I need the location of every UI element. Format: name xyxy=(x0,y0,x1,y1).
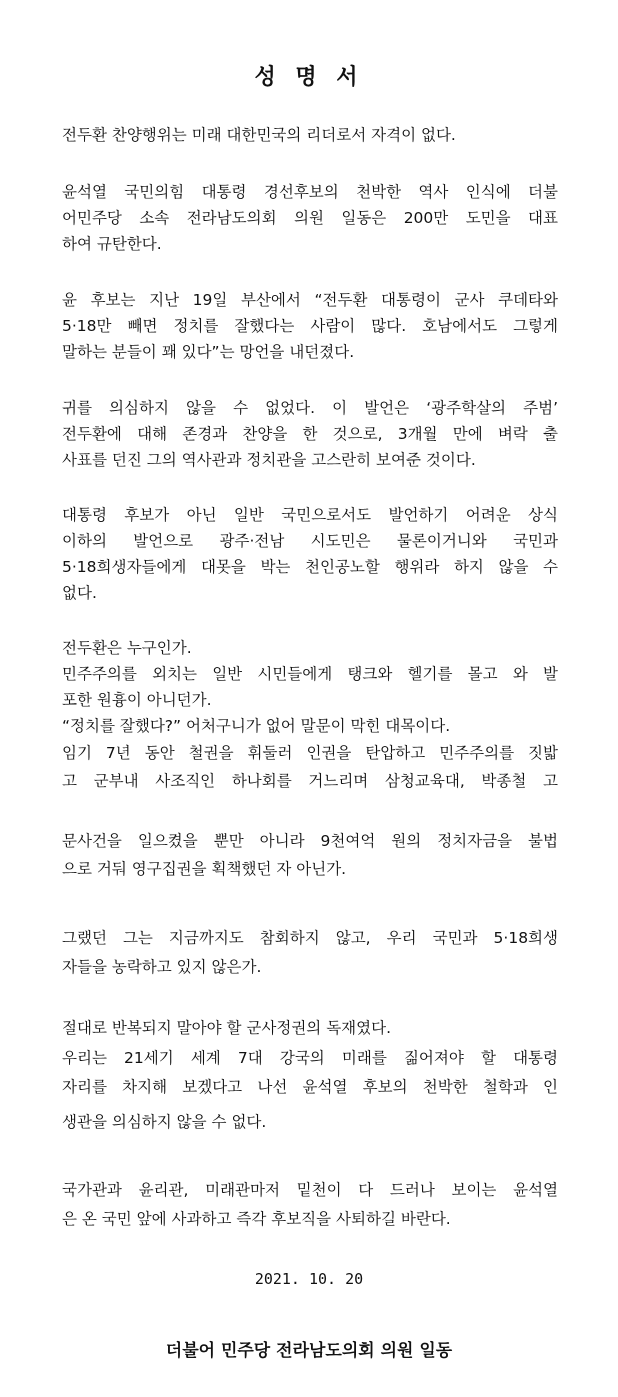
body-line: 우리는 21세기 세계 7대 강국의 미래를 짊어져야 할 대통령 xyxy=(62,1049,558,1067)
body-line: 으로 거둬 영구집권을 획책했던 자 아닌가. xyxy=(62,860,347,878)
body-line: 하여 규탄한다. xyxy=(62,235,162,253)
body-line: 사표를 던진 그의 역사관과 정치관을 고스란히 보여준 것이다. xyxy=(62,451,476,469)
body-line: 5·18희생자들에게 대못을 박는 천인공노할 행위라 하지 않을 수 xyxy=(62,558,558,576)
body-line: 없다. xyxy=(62,584,97,602)
body-line: 윤석열 국민의힘 대통령 경선후보의 천박한 역사 인식에 더불 xyxy=(62,183,558,201)
body-line: 국가관과 윤리관, 미래관마저 밑천이 다 드러나 보이는 윤석열 xyxy=(62,1181,558,1199)
body-line: 전두환은 누구인가. xyxy=(62,639,192,657)
body-line: 그랬던 그는 지금까지도 참회하지 않고, 우리 국민과 5·18희생 xyxy=(62,929,558,947)
body-line: 전두환에 대해 존경과 찬양을 한 것으로, 3개월 만에 벼락 출 xyxy=(62,425,558,443)
body-line: 생관을 의심하지 않을 수 없다. xyxy=(62,1113,267,1131)
body-line: 전두환 찬양행위는 미래 대한민국의 리더로서 자격이 없다. xyxy=(62,126,456,144)
body-line: 고 군부내 사조직인 하나회를 거느리며 삼청교육대, 박종철 고 xyxy=(62,772,558,790)
document-title: 성 명 서 xyxy=(254,65,364,90)
body-line: 민주주의를 외치는 일반 시민들에게 탱크와 헬기를 몰고 와 발 xyxy=(62,665,558,683)
body-line: 자리를 차지해 보겠다고 나선 윤석열 후보의 천박한 철학과 인 xyxy=(62,1078,558,1096)
body-line: 임기 7년 동안 철권을 휘둘러 인권을 탄압하고 민주주의를 짓밟 xyxy=(62,744,558,762)
body-line: 자들을 농락하고 있지 않은가. xyxy=(62,958,262,976)
body-line: 윤 후보는 지난 19일 부산에서 “전두환 대통령이 군사 쿠데타와 xyxy=(62,291,558,309)
document-date: 2021. 10. 20 xyxy=(254,1270,364,1288)
body-line: 이하의 발언으로 광주·전남 시도민은 물론이거니와 국민과 xyxy=(62,532,558,550)
body-line: 5·18만 빼면 정치를 잘했다는 사람이 많다. 호남에서도 그렇게 xyxy=(62,317,558,335)
body-line: 귀를 의심하지 않을 수 없었다. 이 발언은 ‘광주학살의 주범’ xyxy=(62,399,558,417)
body-line: 절대로 반복되지 말아야 할 군사정권의 독재였다. xyxy=(62,1019,392,1037)
body-line: 대통령 후보가 아닌 일반 국민으로서도 발언하기 어려운 상식 xyxy=(62,506,558,524)
body-line: 포한 원흉이 아니던가. xyxy=(62,691,212,709)
body-line: 말하는 분들이 꽤 있다”는 망언을 내던졌다. xyxy=(62,343,355,361)
body-line: 어민주당 소속 전라남도의회 의원 일동은 200만 도민을 대표 xyxy=(62,209,558,227)
body-line: 문사건을 일으켰을 뿐만 아니라 9천여억 원의 정치자금을 불법 xyxy=(62,832,558,850)
body-line: 은 온 국민 앞에 사과하고 즉각 후보직을 사퇴하길 바란다. xyxy=(62,1210,451,1228)
body-line: “정치를 잘했다?” 어처구니가 없어 말문이 막힌 대목이다. xyxy=(62,717,451,735)
signatory: 더불어 민주당 전라남도의회 의원 일동 xyxy=(165,1341,453,1361)
